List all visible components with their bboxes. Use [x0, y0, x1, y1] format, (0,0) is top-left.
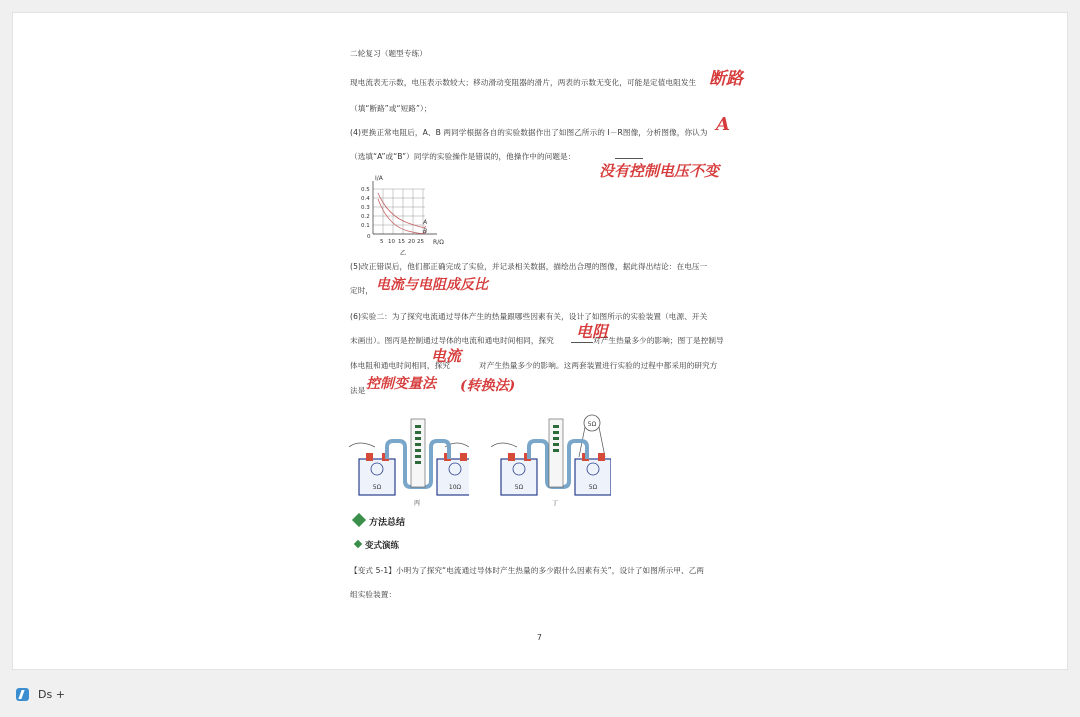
document-page	[13, 13, 1069, 671]
app-label[interactable]: Ds +	[38, 688, 65, 701]
xtick: 20	[408, 239, 415, 245]
current-resistance-graph	[353, 171, 463, 263]
text-line-1: 现电流表无示数，电压表示数较大；移动滑动变阻器的滑片，两表的示数无变化，可能是定值电阻发生	[350, 78, 697, 87]
variant-text-2: 组实验装置：	[350, 590, 397, 599]
handwritten-answer-3: 没有控制电压不变	[599, 162, 720, 180]
variant-drill-icon	[353, 539, 363, 549]
resistor-label: 10Ω	[448, 484, 462, 491]
resistor-label: 5Ω	[514, 484, 524, 491]
resistor-label: 5Ω	[588, 484, 598, 491]
handwritten-answer-7: 控制变量法	[366, 376, 436, 392]
handwritten-answer-8: (转换法)	[460, 378, 516, 394]
graph-ylabel: I/A	[375, 175, 383, 182]
text-line-10: 法是	[350, 386, 366, 395]
apparatus-caption: 丙	[413, 500, 421, 507]
xtick: 10	[388, 239, 395, 245]
handwritten-answer-4: 电流与电阻成反比	[376, 277, 488, 293]
text-line-8a: 未画出）。图丙是控制通过导体的电流和通电时间相同，探究	[350, 336, 554, 345]
text-line-4: （选填“A”或“B”）同学的实验操作是错误的，他操作中的问题是：	[350, 152, 576, 161]
text-line-3: (4)更换正常电阻后，A、B 两同学根据各自的实验数据作出了如图乙所示的 I－R图像，分析图像，你认为	[350, 128, 708, 137]
text-line-2: （填“断路”或“短路”）；	[350, 104, 432, 113]
resistor-label: 5Ω	[372, 484, 382, 491]
method-summary-heading: 方法总结	[369, 518, 406, 528]
ytick: 0.1	[361, 223, 370, 229]
page-header: 二轮复习（题型专练）	[350, 49, 427, 58]
page-number: 7	[537, 633, 542, 642]
ytick: 0.5	[361, 187, 370, 193]
answer-blank	[615, 150, 643, 159]
text-line-5: (5)改正错误后，他们都正确完成了实验，并记录相关数据，描绘出合理的图像，据此得出结论：在电压一	[350, 262, 708, 271]
ytick: 0	[367, 234, 371, 240]
variant-text-1: 【变式 5-1】小明为了探究“电流通过导体时产生热量的多少跟什么因素有关”，设计了如图所示甲、乙两	[350, 566, 705, 575]
method-summary-icon	[351, 513, 367, 527]
graph-caption: 乙	[400, 250, 407, 257]
curve-a-label: A	[423, 219, 428, 226]
text-line-9a: 体电阻和通电时间相同，探究	[350, 361, 451, 370]
apparatus-bing	[349, 401, 469, 507]
text-line-7: (6)实验二：为了探究电流通过导体产生的热量跟哪些因素有关，设计了如图所示的实验装置（电源、开关	[350, 312, 708, 321]
graph-xlabel: R/Ω	[433, 239, 444, 246]
handwritten-answer-6: 电流	[431, 347, 462, 365]
handwritten-answer-1: 断路	[709, 69, 743, 89]
apparatus-caption: 丁	[551, 500, 559, 507]
resistor-label: 5Ω	[587, 421, 597, 428]
ytick: 0.2	[361, 214, 370, 220]
curve-b-label: B	[423, 228, 428, 235]
bottom-bar	[0, 675, 1080, 717]
xtick: 25	[417, 239, 424, 245]
text-line-6: 定时，	[350, 286, 374, 295]
app-logo-icon[interactable]	[16, 688, 29, 701]
apparatus-ding	[491, 401, 611, 507]
text-line-8b: 对产生热量多少的影响；图丁是控制导	[593, 336, 724, 345]
ytick: 0.4	[361, 196, 370, 202]
variant-drill-heading: 变式演练	[365, 541, 400, 551]
xtick: 15	[398, 239, 405, 245]
answer-blank	[571, 334, 593, 343]
document-viewer[interactable]	[12, 12, 1068, 670]
handwritten-answer-2: A	[716, 114, 730, 135]
text-line-9b: 对产生热量多少的影响。这两套装置进行实验的过程中都采用的研究方	[479, 361, 718, 370]
ytick: 0.3	[361, 205, 370, 211]
xtick: 5	[380, 239, 384, 245]
handwritten-answer-5: 电阻	[576, 322, 609, 341]
